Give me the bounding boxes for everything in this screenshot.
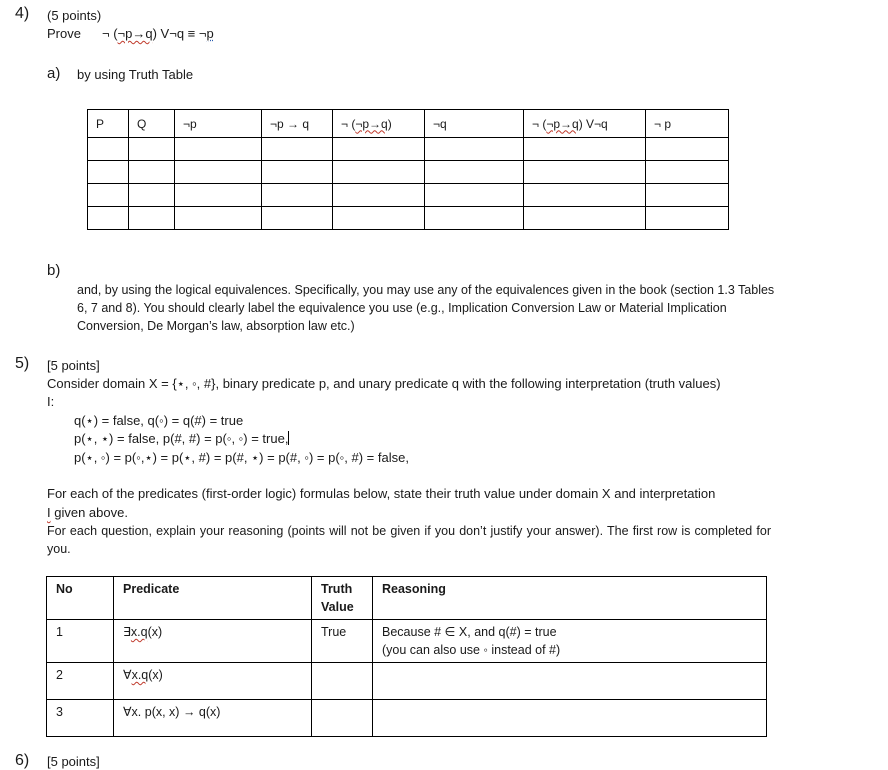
row3-reasoning[interactable] (373, 700, 767, 737)
truth-table-row (88, 207, 729, 230)
q6-points: [5 points] (47, 754, 100, 769)
q5-points: [5 points] (47, 358, 100, 373)
interp-line3: p(⋆, ◦) = p(◦,⋆) = p(⋆, #) = p(#, ⋆) = p(#, ◦) = p(◦, #) = false, (74, 450, 409, 465)
tt-cell[interactable] (175, 138, 262, 161)
tt-cell[interactable] (88, 161, 129, 184)
row3-truth-value[interactable] (312, 700, 373, 737)
tt-cell[interactable] (88, 184, 129, 207)
instr-line3: For each question, explain your reasoning (points will not be given if you don’t justify your answer). The first row is completed for you. (47, 524, 771, 556)
truth-table (87, 109, 729, 230)
instr-line2: I given above. (47, 505, 128, 520)
part-a-label: a) (47, 65, 61, 82)
tt-cell[interactable] (129, 161, 175, 184)
tt-cell[interactable] (333, 184, 425, 207)
tt-cell[interactable] (129, 138, 175, 161)
row1-reasoning[interactable]: Because # ∈ X, and q(#) = true (you can also use ◦ instead of #) (373, 620, 767, 663)
tt-cell[interactable] (129, 207, 175, 230)
tt-header-not-q: ¬q (425, 110, 524, 138)
q6-number: 6) (15, 752, 30, 769)
tt-cell[interactable] (262, 207, 333, 230)
part-b-label: b) (47, 262, 61, 279)
tt-cell[interactable] (333, 161, 425, 184)
tt-cell[interactable] (524, 161, 646, 184)
tt-cell[interactable] (88, 138, 129, 161)
tt-cell[interactable] (646, 161, 729, 184)
truth-table-row (88, 184, 729, 207)
table-row (47, 620, 767, 663)
table-row (47, 700, 767, 737)
tt-cell[interactable] (425, 138, 524, 161)
interp-line2: p(⋆, ⋆) = false, p(#, #) = p(◦, ◦) = true, (74, 431, 289, 446)
q4-points: (5 points) (47, 8, 102, 23)
row1-no: 1 (47, 620, 114, 663)
text-cursor (288, 431, 289, 445)
tt-cell[interactable] (646, 138, 729, 161)
row2-no: 2 (47, 663, 114, 700)
tt-cell[interactable] (262, 184, 333, 207)
tt-cell[interactable] (262, 138, 333, 161)
header-reasoning: Reasoning (373, 577, 767, 620)
q5-intro-line1: Consider domain X = {⋆, ◦, #}, binary predicate p, and unary predicate q with the following interpretation (truth values) (47, 376, 721, 391)
tt-cell[interactable] (88, 207, 129, 230)
tt-header-lhs: ¬ (¬p→q) V¬q (524, 110, 646, 138)
tt-cell[interactable] (524, 207, 646, 230)
tt-cell[interactable] (175, 161, 262, 184)
truth-table-row (88, 138, 729, 161)
tt-cell[interactable] (524, 138, 646, 161)
header-no: No (47, 577, 114, 620)
tt-cell[interactable] (333, 138, 425, 161)
q5-number: 5) (15, 355, 30, 372)
tt-cell[interactable] (425, 161, 524, 184)
tt-header-not-p: ¬p (175, 110, 262, 138)
q4-expression: ¬ (¬p→q) V¬q ≡ ¬p (102, 26, 214, 41)
q4-prove-label: Prove (47, 26, 81, 41)
tt-cell[interactable] (333, 207, 425, 230)
tt-header-neg-implication: ¬ (¬p→q) (333, 110, 425, 138)
row3-no: 3 (47, 700, 114, 737)
truth-table-row (88, 161, 729, 184)
truth-table-header-row (88, 110, 729, 138)
tt-cell[interactable] (262, 161, 333, 184)
tt-header-p: P (88, 110, 129, 138)
tt-cell[interactable] (175, 184, 262, 207)
part-a-text: by using Truth Table (77, 67, 194, 82)
predicate-table (46, 576, 767, 737)
predicate-table-header-row (47, 577, 767, 620)
instr-line1: For each of the predicates (first-order logic) formulas below, state their truth value under domain X and interpretation (47, 486, 716, 501)
row1-predicate: ∃x.q(x) (114, 620, 312, 663)
part-b-text: and, by using the logical equivalences. Specifically, you may use any of the equivalences given in the book (section 1.3 Tables 6, 7 and 8). You should clearly label the equivalence you use (e.g., Implication Conversion Law or Material Implication Conversion, De Morgan’s law, absorption law etc.) (77, 283, 775, 333)
tt-cell[interactable] (425, 184, 524, 207)
tt-header-q: Q (129, 110, 175, 138)
tt-header-rhs: ¬ p (646, 110, 729, 138)
tt-cell[interactable] (646, 207, 729, 230)
tt-cell[interactable] (646, 184, 729, 207)
row2-truth-value[interactable] (312, 663, 373, 700)
row2-reasoning[interactable] (373, 663, 767, 700)
q5-intro-line2: I: (47, 394, 55, 409)
table-row (47, 663, 767, 700)
tt-header-implication: ¬p → q (262, 110, 333, 138)
interp-line1: q(⋆) = false, q(◦) = q(#) = true (74, 413, 244, 428)
tt-cell[interactable] (175, 207, 262, 230)
tt-cell[interactable] (524, 184, 646, 207)
q4-number: 4) (15, 5, 30, 22)
header-truth-value: Truth Value (312, 577, 373, 620)
row3-predicate: ∀x. p(x, x) → q(x) (114, 700, 312, 737)
row2-predicate: ∀x.q(x) (114, 663, 312, 700)
tt-cell[interactable] (425, 207, 524, 230)
header-predicate: Predicate (114, 577, 312, 620)
row1-truth-value[interactable]: True (312, 620, 373, 663)
tt-cell[interactable] (129, 184, 175, 207)
